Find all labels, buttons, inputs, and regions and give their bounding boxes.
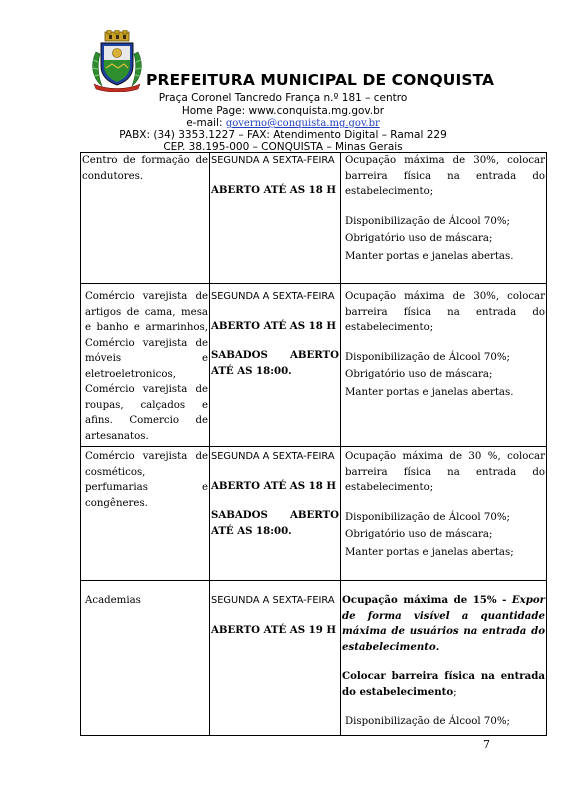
header-email-link[interactable]: governo@conquista.mg.gov.br xyxy=(225,118,380,129)
days-text: SEGUNDA A SEXTA-FEIRA xyxy=(211,155,335,166)
hours-text: SABADOS ABERTO ATÉ AS 18:00. xyxy=(211,509,339,537)
rule-item: Disponibilização de Álcool 70%; xyxy=(345,351,510,363)
rules-top-text: Ocupação máxima de 30 %, colocar barreira física na entrada do estabelecimento; xyxy=(345,451,545,493)
municipal-crest-logo xyxy=(88,30,146,92)
rules-cell xyxy=(341,581,547,736)
rules-top-text: Ocupação máxima de 30%, colocar barreira física na entrada do estabelecimento; xyxy=(345,155,545,197)
header-address: Praça Coronel Tancredo França n.º 181 – centro xyxy=(158,92,408,104)
activity-cell: Comércio varejista de artigos de cama, mesa e banho e armarinhos, Comércio varejista de móveis e eletroeletronicos, Comércio varejista de roupas, calçados e afins. Comercio de artesanatos. xyxy=(81,284,210,447)
schedule-cell xyxy=(210,153,341,284)
hours-text: ABERTO ATÉ AS 18 H xyxy=(211,183,336,196)
table-row xyxy=(81,284,547,447)
activity-cell: Comércio varejista de cosméticos, perfumarias e congêneres. xyxy=(81,447,210,581)
rule-item: Manter portas e janelas abertas. xyxy=(345,250,514,262)
activity-cell: Academias xyxy=(81,581,210,736)
table-row xyxy=(81,153,547,284)
rules-cell xyxy=(341,447,547,581)
days-text: SEGUNDA A SEXTA-FEIRA xyxy=(211,451,335,462)
regulations-table xyxy=(80,152,547,736)
hours-text: SABADOS ABERTO ATÉ AS 18:00. xyxy=(211,349,339,377)
header-cep: CEP. 38.195-000 – CONQUISTA – Minas Gerais xyxy=(163,141,403,153)
rule-item: Manter portas e janelas abertas. xyxy=(345,386,514,398)
rule-item: Obrigatório uso de máscara; xyxy=(345,529,493,540)
page-number: 7 xyxy=(483,738,490,751)
table-row xyxy=(81,447,547,581)
rules-academy-text: Ocupação máxima de 15% - Expor de forma visível a quantidade máxima de usuários na entrada do estabelecimento. xyxy=(342,594,545,653)
rules-barrier-text: Colocar barreira física na entrada do estabelecimento; xyxy=(342,670,545,698)
schedule-cell xyxy=(210,581,341,736)
rule-item: Manter portas e janelas abertas; xyxy=(345,546,514,558)
header-pabx: PABX: (34) 3353.1227 – FAX: Atendimento Digital – Ramal 229 xyxy=(119,129,447,141)
rules-cell xyxy=(341,284,547,447)
hours-text: ABERTO ATÉ AS 18 H xyxy=(211,319,336,332)
rule-item: Disponibilização de Álcool 70%; xyxy=(345,716,510,727)
header-title: PREFEITURA MUNICIPAL DE CONQUISTA xyxy=(146,71,495,89)
rules-top-text: Ocupação máxima de 30%, colocar barreira física na entrada do estabelecimento; xyxy=(345,291,545,333)
rule-item: Obrigatório uso de máscara; xyxy=(345,233,493,244)
header-email-label: e-mail: xyxy=(186,117,226,129)
hours-text: ABERTO ATÉ AS 19 H xyxy=(211,623,336,636)
rules-cell xyxy=(341,153,547,284)
header-homepage: Home Page: www.conquista.mg.gov.br xyxy=(181,105,385,117)
header-email-line xyxy=(0,117,566,129)
schedule-cell xyxy=(210,284,341,447)
table-row xyxy=(81,581,547,736)
days-text: SEGUNDA A SEXTA-FEIRA xyxy=(211,595,335,606)
rule-item: Obrigatório uso de máscara; xyxy=(345,369,493,380)
activity-cell: Centro de formação de condutores. xyxy=(81,153,210,284)
hours-text: ABERTO ATÉ AS 18 H xyxy=(211,479,336,492)
rule-item: Disponibilização de Álcool 70%; xyxy=(345,511,510,523)
schedule-cell xyxy=(210,447,341,581)
days-text: SEGUNDA A SEXTA-FEIRA xyxy=(211,291,335,302)
rule-item: Disponibilização de Álcool 70%; xyxy=(345,215,510,227)
